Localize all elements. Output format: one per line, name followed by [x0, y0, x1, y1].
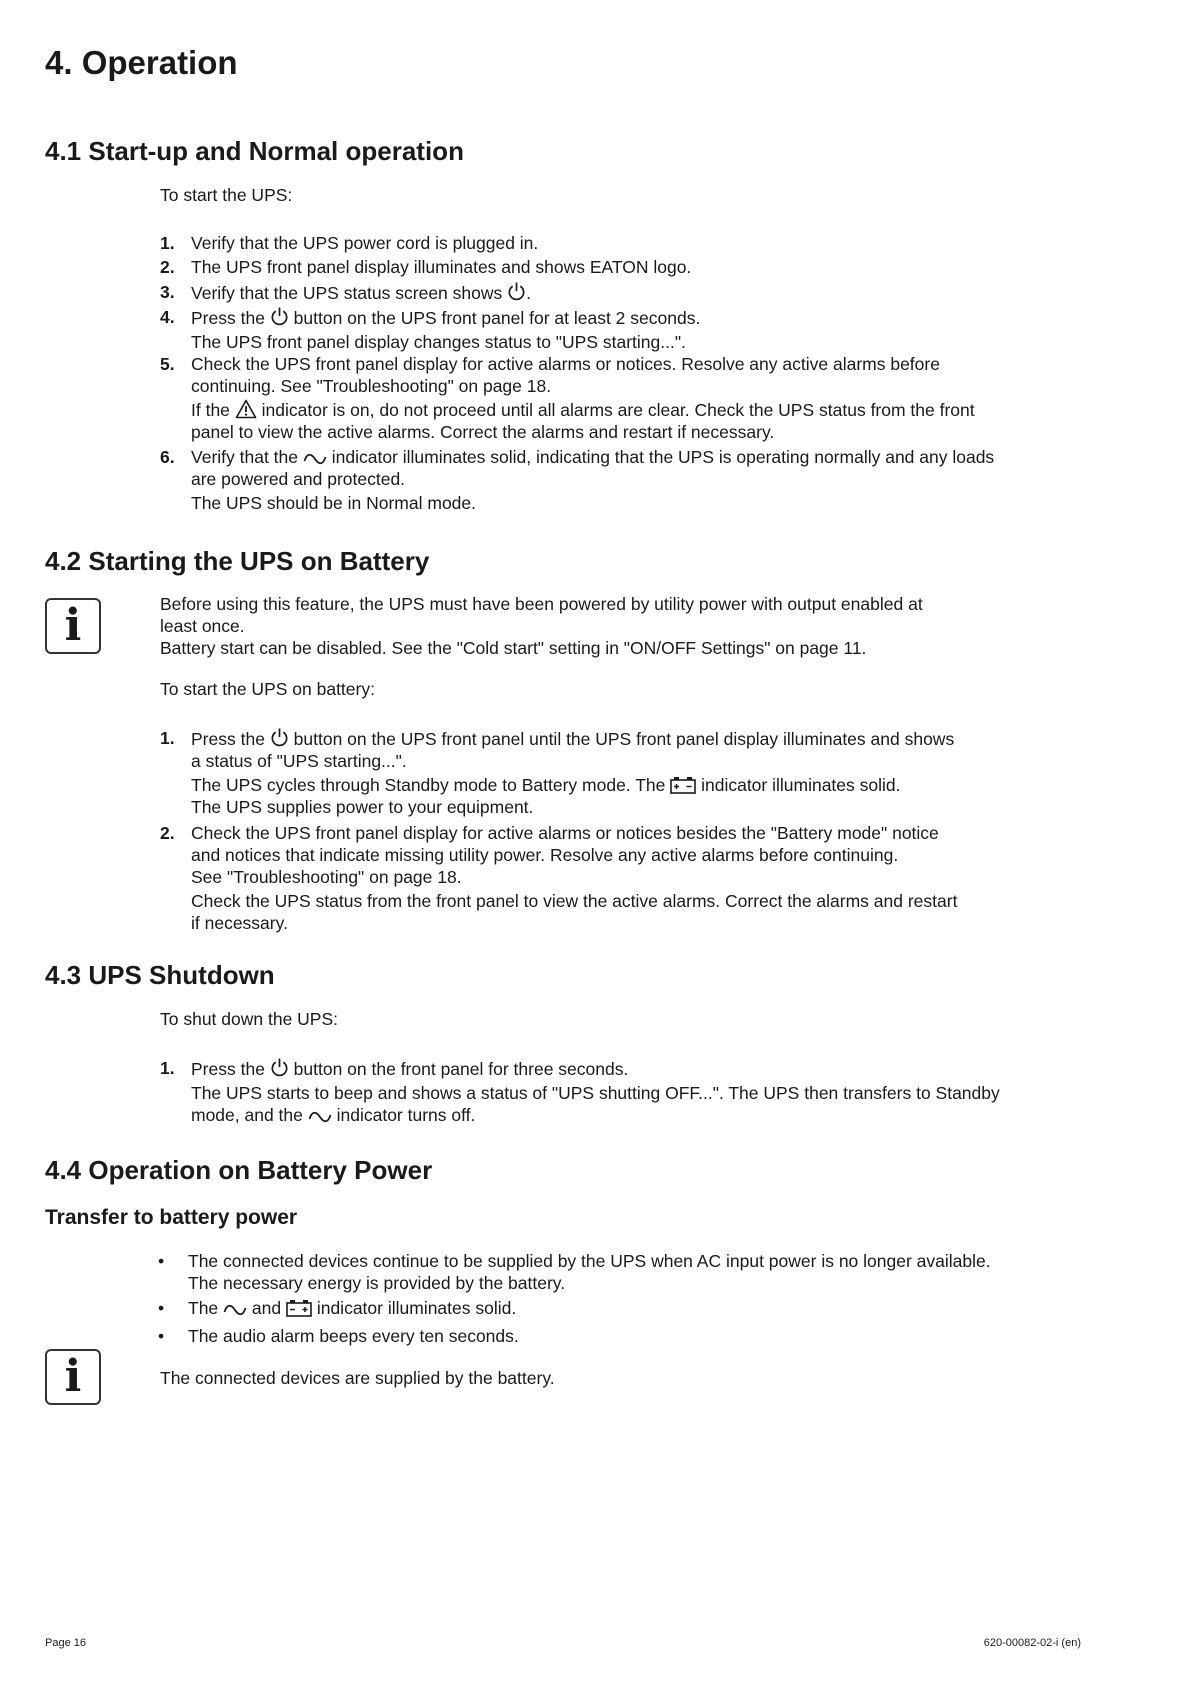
- item-text: The necessary energy is provided by the battery.: [188, 1273, 566, 1293]
- item-number: 1.: [160, 728, 175, 748]
- item-number: 1.: [160, 1058, 175, 1078]
- battery-icon: [286, 1299, 312, 1317]
- item-text: The UPS front panel display illuminates and shows EATON logo.: [191, 257, 692, 277]
- item-text: Press the: [191, 729, 270, 749]
- battery-icon: [670, 776, 696, 794]
- item-text: Check the UPS front panel display for active alarms or notices. Resolve any active alarms before: [191, 354, 940, 374]
- info-note-text: The connected devices are supplied by the battery.: [160, 1368, 555, 1388]
- item-text: if necessary.: [191, 913, 288, 933]
- item-text: and notices that indicate missing utility power. Resolve any active alarms before continuing.: [191, 845, 899, 865]
- section-4-1-title: 4.1 Start-up and Normal operation: [45, 136, 464, 166]
- item-text: The UPS supplies power to your equipment.: [191, 797, 534, 817]
- item-text: If the: [191, 400, 235, 420]
- power-icon: [270, 1057, 289, 1078]
- item-text: The UPS starts to beep and shows a status of "UPS shutting OFF...". The UPS then transfers to Standby: [191, 1083, 1000, 1103]
- item-text: and: [247, 1298, 286, 1318]
- item-text: The UPS should be in Normal mode.: [191, 493, 476, 513]
- page-title: 4. Operation: [45, 44, 238, 81]
- item-text: indicator illuminates solid.: [311, 1298, 517, 1318]
- item-text: mode, and the: [191, 1105, 308, 1125]
- item-text: The connected devices continue to be supplied by the UPS when AC input power is no longer available.: [188, 1251, 991, 1271]
- item-text: indicator illuminates solid, indicating that the UPS is operating normally and any loads: [326, 447, 995, 467]
- info-note: [160, 593, 923, 659]
- power-icon: [270, 306, 289, 327]
- item-text: continuing. See "Troubleshooting" on page 18.: [191, 376, 552, 396]
- item-text: Press the: [191, 1059, 270, 1079]
- footer-page-number: Page 16: [45, 1637, 86, 1649]
- bullet-dot: •: [158, 1251, 165, 1271]
- item-text: Verify that the UPS status screen shows: [191, 283, 508, 303]
- bullet-dot: •: [158, 1298, 165, 1318]
- item-text: panel to view the active alarms. Correct the alarms and restart if necessary.: [191, 422, 775, 442]
- item-number: 5.: [160, 354, 175, 374]
- item-text: a status of "UPS starting...".: [191, 751, 407, 771]
- info-note-text: least once.: [160, 616, 245, 636]
- info-note-text: Battery start can be disabled. See the "Cold start" setting in "ON/OFF Settings" on page 11.: [160, 638, 867, 658]
- info-icon: i: [45, 1349, 101, 1405]
- ac-sine-icon: [223, 1303, 247, 1317]
- item-number: 3.: [160, 282, 175, 302]
- item-number: 2.: [160, 823, 175, 843]
- item-text: The UPS cycles through Standby mode to Battery mode. The: [191, 775, 671, 795]
- item-text: .: [526, 283, 531, 303]
- item-text: The audio alarm beeps every ten seconds.: [188, 1326, 519, 1346]
- section-4-3-title: 4.3 UPS Shutdown: [45, 960, 275, 990]
- section-4-3-intro: To shut down the UPS:: [160, 1009, 339, 1029]
- item-number: 2.: [160, 257, 175, 277]
- item-text: indicator is on, do not proceed until all alarms are clear. Check the UPS status from the front: [256, 400, 975, 420]
- item-text: Verify that the: [191, 447, 303, 467]
- section-4-2-title: 4.2 Starting the UPS on Battery: [45, 546, 430, 576]
- item-text: Check the UPS front panel display for active alarms or notices besides the "Battery mode" notice: [191, 823, 939, 843]
- power-icon: [507, 281, 526, 302]
- item-text: Press the: [191, 308, 270, 328]
- warning-triangle-icon: [235, 399, 257, 419]
- item-text: The UPS front panel display changes status to "UPS starting...".: [191, 332, 686, 352]
- section-4-2-intro: To start the UPS on battery:: [160, 679, 375, 699]
- info-icon: i: [45, 598, 101, 654]
- bullet-dot: •: [158, 1326, 165, 1346]
- ac-sine-icon: [303, 452, 327, 466]
- item-text: indicator turns off.: [331, 1105, 476, 1125]
- section-4-1-intro: To start the UPS:: [160, 185, 293, 205]
- item-text: indicator illuminates solid.: [696, 775, 901, 795]
- power-icon: [270, 727, 289, 748]
- item-number: 1.: [160, 233, 175, 253]
- item-text: button on the front panel for three seconds.: [288, 1059, 629, 1079]
- item-number: 6.: [160, 447, 175, 467]
- item-text: Verify that the UPS power cord is plugged in.: [191, 233, 539, 253]
- item-number: 4.: [160, 307, 175, 327]
- item-text: are powered and protected.: [191, 469, 406, 489]
- item-text: button on the UPS front panel for at least 2 seconds.: [288, 308, 701, 328]
- item-text: button on the UPS front panel until the UPS front panel display illuminates and shows: [288, 729, 955, 749]
- item-text: Check the UPS status from the front panel to view the active alarms. Correct the alarms and restart: [191, 891, 958, 911]
- item-text: The: [188, 1298, 224, 1318]
- item-text: See "Troubleshooting" on page 18.: [191, 867, 462, 887]
- footer-document-id: 620-00082-02-i (en): [983, 1637, 1081, 1649]
- info-note-text: Before using this feature, the UPS must have been powered by utility power with output enabled at: [160, 594, 923, 614]
- section-4-4-subtitle: Transfer to battery power: [45, 1206, 298, 1229]
- section-4-4-title: 4.4 Operation on Battery Power: [45, 1155, 433, 1185]
- ac-sine-icon: [308, 1110, 332, 1124]
